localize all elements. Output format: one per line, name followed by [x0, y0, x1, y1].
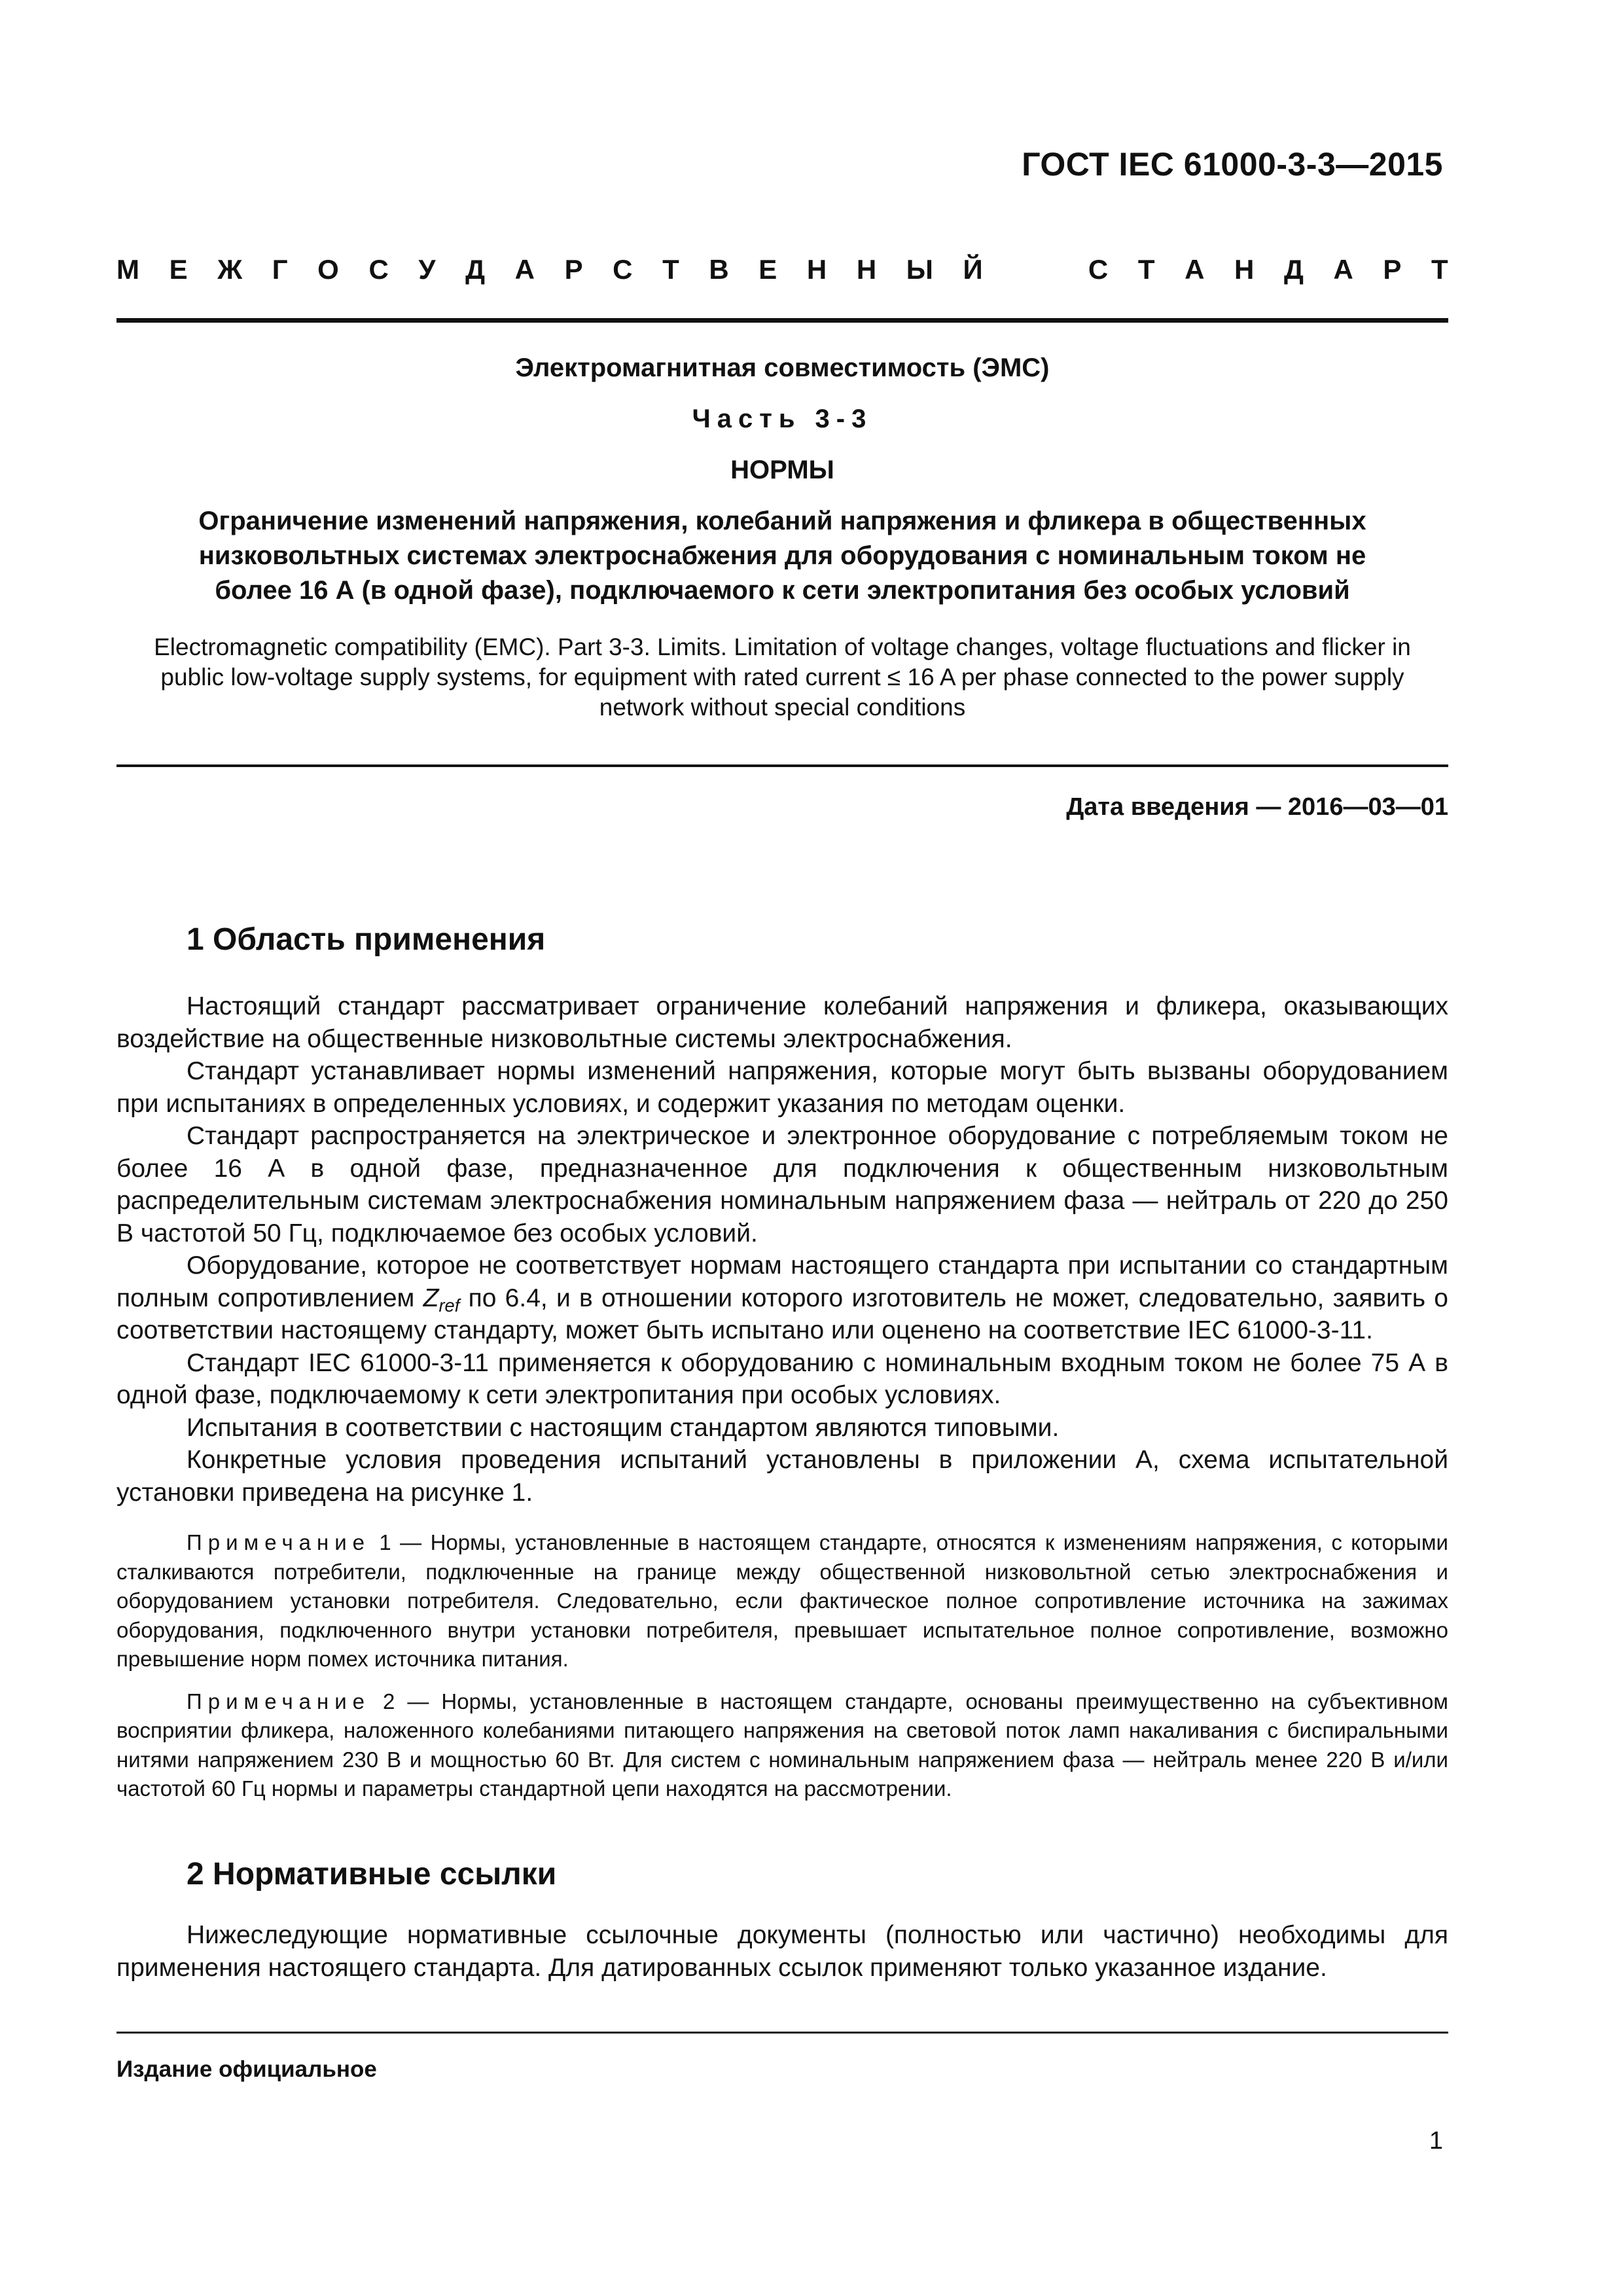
- banner-letter: Е: [758, 254, 777, 285]
- banner-letter: Н: [806, 254, 827, 285]
- paragraph-text: Оборудование, которое не соответствует нормам настоящего стандарта при испытании со стандартным полным сопротивлением: [116, 1251, 1448, 1312]
- main-title-line: низковольтных системах электроснабжения для оборудования с номинальным током не: [198, 541, 1366, 570]
- banner-letter: Ж: [217, 254, 243, 285]
- impedance-symbol: [423, 1283, 460, 1316]
- banner-letter: У: [418, 254, 436, 285]
- banner-letter: В: [709, 254, 729, 285]
- english-title-line: public low-voltage supply systems, for equipment with rated current ≤ 16 A per phase connected to the power supply: [160, 664, 1404, 691]
- title-part: Часть 3-3: [692, 404, 873, 433]
- banner-letter: А: [514, 254, 535, 285]
- banner-letter: Т: [1431, 254, 1448, 285]
- banner-letter: Й: [963, 254, 983, 285]
- paragraph: Нижеследующие нормативные ссылочные документы (полностью или частично) необходимы для применения настоящего стандарта. Для датированных ссылок применяют только указанное издание.: [116, 1921, 1448, 1982]
- note-label: Примечание: [187, 1689, 371, 1713]
- banner-letter: Т: [662, 254, 679, 285]
- page-number: 1: [1429, 2127, 1443, 2155]
- introduction-date: Дата введения — 2016—03—01: [1066, 793, 1448, 821]
- note: [116, 1528, 1448, 1674]
- english-title-line: Electromagnetic compatibility (EMC). Part 3-3. Limits. Limitation of voltage changes, voltage fluctuations and flicker in: [154, 634, 1411, 660]
- main-title-line: Ограничение изменений напряжения, колебаний напряжения и фликера в общественных: [198, 507, 1366, 535]
- banner-letter: Ы: [906, 254, 933, 285]
- banner-letter: Д: [465, 254, 486, 285]
- paragraph-with-formula: [116, 1249, 1448, 1347]
- title-divider: [116, 764, 1448, 767]
- notes-block: [116, 1528, 1448, 1817]
- main-title-line: более 16 А (в одной фазе), подключаемого к сети электропитания без особых условий: [215, 576, 1350, 605]
- note-text: 1 — Нормы, установленные в настоящем стандарте, относятся к изменениям напряжения, с которыми сталкиваются потребители, подключенные на границе между общественной низковольтной сетью электроснабжения и оборудованием установки потребителя. Следовательно, если фактическое полное сопротивление источника на зажимах оборудования, подключенного внутри установки потребителя, превышает испытательное полное сопротивление, возможно превышение норм помех источника питания.: [116, 1530, 1448, 1671]
- paragraph: Стандарт устанавливает нормы изменений напряжения, которые могут быть вызваны оборудованием при испытаниях в определенных условиях, и содержит указания по методам оценки.: [116, 1057, 1448, 1118]
- banner-letter: А: [1185, 254, 1205, 285]
- paragraph: Конкретные условия проведения испытаний установлены в приложении А, схема испытательной установки приведена на рисунке 1.: [116, 1446, 1448, 1507]
- banner-letter: Г: [272, 254, 288, 285]
- title-ems: Электромагнитная совместимость (ЭМС): [515, 353, 1050, 382]
- section-2-body: [116, 1919, 1448, 1984]
- banner-letter: Н: [1234, 254, 1255, 285]
- impedance-subscript: ref: [438, 1295, 460, 1316]
- paragraph: Настоящий стандарт рассматривает ограничение колебаний напряжения и фликера, оказывающих воздействие на общественные низковольтные системы электроснабжения.: [116, 992, 1448, 1053]
- paragraph: Испытания в соответствии с настоящим стандартом являются типовыми.: [187, 1413, 1060, 1442]
- main-title: [116, 504, 1448, 608]
- paragraph: Стандарт IEC 61000-3-11 применяется к оборудованию с номинальным входным током не более 75 А в одной фазе, подключаемому к сети электропитания при особых условиях.: [116, 1348, 1448, 1409]
- english-title-line: network without special conditions: [599, 694, 966, 721]
- footer-divider: [116, 2032, 1448, 2034]
- banner-letter: Т: [1137, 254, 1155, 285]
- header-divider: [116, 318, 1448, 323]
- banner-letter: М: [116, 254, 139, 285]
- official-edition-label: Издание официальное: [116, 2056, 377, 2082]
- impedance-letter: Z: [423, 1283, 439, 1312]
- note-label: Примечание: [187, 1530, 371, 1554]
- banner-letter: Н: [856, 254, 877, 285]
- banner-letter: Р: [1383, 254, 1402, 285]
- document-code: ГОСТ IEC 61000-3-3—2015: [1022, 146, 1443, 183]
- banner-letter: А: [1333, 254, 1353, 285]
- standard-type-banner: [116, 254, 1448, 285]
- banner-letter: С: [368, 254, 389, 285]
- section-1-body: [116, 990, 1448, 1509]
- section-2-heading: 2 Нормативные ссылки: [187, 1857, 557, 1892]
- section-1-heading: 1 Область применения: [187, 922, 546, 957]
- paragraph: Стандарт распространяется на электрическое и электронное оборудование с потребляемым током не более 16 А в одной фазе, предназначенное для подключения к общественным низковольтным распределительным системам электроснабжения номинальным напряжением фаза — нейтраль от 220 до 250 В частотой 50 Гц, подключаемое без особых условий.: [116, 1122, 1448, 1247]
- note: [116, 1687, 1448, 1804]
- paragraph-text: по 6.4, и в отношении которого изготовитель не может, следовательно, заявить о соответствии настоящему стандарту, может быть испытано или оценено на соответствие IEC 61000-3-11.: [116, 1283, 1448, 1344]
- english-title: [116, 632, 1448, 723]
- note-text: 2 — Нормы, установленные в настоящем стандарте, основаны преимущественно на субъективном восприятии фликера, наложенного колебаниями питающего напряжения на световой поток ламп накаливания с биспиральными нитями напряжением 230 В и мощностью 60 Вт. Для систем с номинальным напряжением фаза — нейтраль менее 220 В и/или частотой 60 Гц нормы и параметры стандартной цепи находятся на рассмотрении.: [116, 1689, 1448, 1801]
- banner-letter: С: [613, 254, 633, 285]
- banner-letter: С: [1088, 254, 1109, 285]
- banner-letter: О: [317, 254, 339, 285]
- banner-letter: Р: [564, 254, 583, 285]
- banner-letter: Д: [1283, 254, 1304, 285]
- banner-word-gap: [1012, 254, 1058, 285]
- banner-letter: Е: [169, 254, 188, 285]
- title-norms: НОРМЫ: [730, 456, 834, 484]
